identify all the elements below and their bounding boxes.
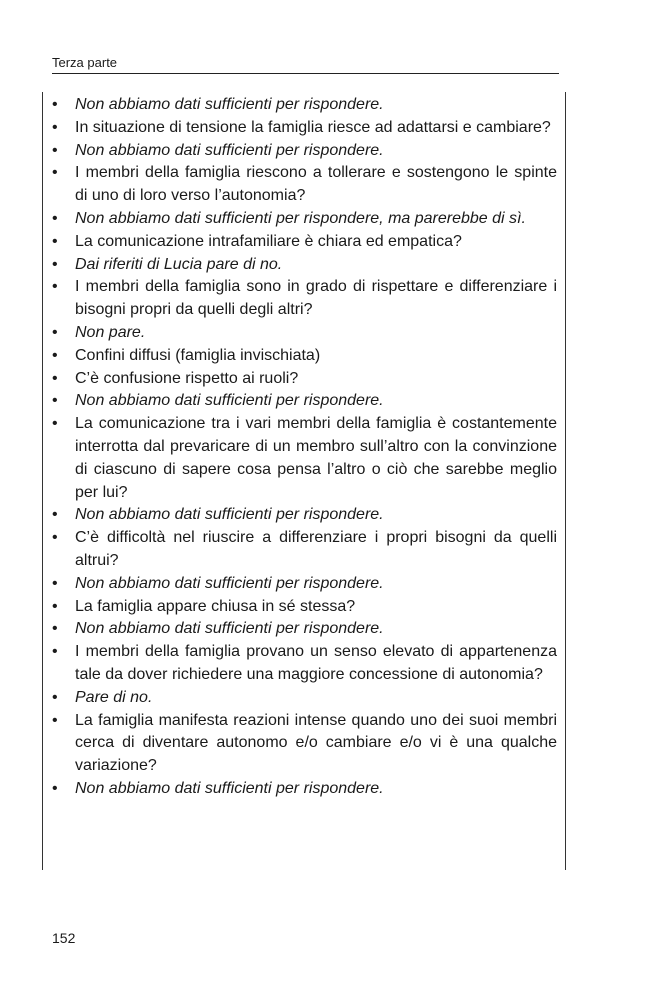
bullet-icon: • (52, 643, 58, 661)
bullet-icon: • (52, 620, 58, 638)
question-item (52, 117, 557, 140)
answer-item (52, 687, 557, 710)
answer-text: Non abbiamo dati sufficienti per rispondere. (75, 779, 384, 797)
answer-text: Non pare. (75, 323, 146, 341)
question-text: La famiglia appare chiusa in sé stessa? (75, 597, 356, 615)
question-item (52, 710, 557, 778)
bullet-icon: • (52, 323, 58, 341)
answer-text: Non abbiamo dati sufficienti per rispondere. (75, 506, 384, 524)
question-text: La comunicazione intrafamiliare è chiara ed empatica? (75, 232, 462, 250)
question-item (52, 596, 557, 619)
answer-item (52, 254, 557, 277)
question-text: C’è confusione rispetto ai ruoli? (75, 369, 299, 387)
running-header: Terza parte (52, 55, 559, 74)
bullet-icon: • (52, 346, 58, 364)
bullet-icon: • (52, 255, 58, 273)
question-text: I membri della famiglia provano un senso elevato di appartenenza tale da dover richiedere una maggiore concessione di autonomia? (75, 643, 557, 683)
question-answer-list (52, 94, 557, 801)
bullet-icon: • (52, 369, 58, 387)
question-item (52, 641, 557, 687)
bullet-icon: • (52, 529, 58, 547)
question-item (52, 276, 557, 322)
answer-text: Non abbiamo dati sufficienti per rispondere. (75, 574, 384, 592)
question-text: In situazione di tensione la famiglia riesce ad adattarsi e cambiare? (75, 118, 551, 136)
bullet-icon: • (52, 597, 58, 615)
answer-item (52, 573, 557, 596)
bullet-icon: • (52, 574, 58, 592)
bullet-icon: • (52, 392, 58, 410)
bullet-icon: • (52, 96, 58, 113)
bullet-icon: • (52, 779, 58, 797)
question-text: Confini diffusi (famiglia invischiata) (75, 346, 321, 364)
answer-item (52, 778, 557, 801)
answer-text: Non abbiamo dati sufficienti per rispondere. (75, 392, 384, 410)
question-text: C’è difficoltà nel riuscire a differenziare i propri bisogni da quelli altrui? (75, 529, 557, 569)
question-item (52, 527, 557, 573)
answer-item (52, 390, 557, 413)
question-text: I membri della famiglia riescono a tollerare e sostengono le spinte di uno di loro verso l’autonomia? (75, 164, 557, 205)
bullet-icon: • (52, 209, 58, 227)
answer-item (52, 504, 557, 527)
answer-text: Dai riferiti di Lucia pare di no. (75, 255, 283, 273)
question-item (52, 162, 557, 208)
bullet-icon: • (52, 711, 58, 729)
answer-item (52, 140, 557, 163)
answer-text: Pare di no. (75, 688, 153, 706)
bullet-icon: • (52, 164, 58, 182)
question-item (52, 345, 557, 368)
answer-item (52, 322, 557, 345)
answer-text: Non abbiamo dati sufficienti per rispondere. (75, 96, 384, 113)
bullet-icon: • (52, 415, 58, 433)
question-item (52, 413, 557, 504)
question-item (52, 231, 557, 254)
question-item (52, 368, 557, 391)
bullet-icon: • (52, 506, 58, 524)
answer-item (52, 618, 557, 641)
bullet-icon: • (52, 141, 58, 159)
answer-item (52, 94, 557, 117)
bullet-icon: • (52, 118, 58, 136)
answer-item (52, 208, 557, 231)
bullet-icon: • (52, 278, 58, 296)
answer-text: Non abbiamo dati sufficienti per rispondere, ma parerebbe di sì. (75, 209, 526, 227)
answer-text: Non abbiamo dati sufficienti per rispondere. (75, 620, 384, 638)
bullet-icon: • (52, 688, 58, 706)
question-text: La famiglia manifesta reazioni intense quando uno dei suoi membri cerca di diventare autonomo e/o cambiare e/o vi è una qualche variazione? (75, 711, 557, 775)
question-text: I membri della famiglia sono in grado di rispettare e differenziare i bisogni propri da quelli degli altri? (75, 278, 557, 319)
question-text: La comunicazione tra i vari membri della famiglia è costantemente interrotta dal prevaricare di un membro sull’altro con la convinzione di ciascuno di sapere cosa pensa l’altro o ciò che sarebbe meglio per lui? (75, 415, 557, 501)
answer-text: Non abbiamo dati sufficienti per rispondere. (75, 141, 384, 159)
bullet-icon: • (52, 232, 58, 250)
page-number: 152 (52, 930, 76, 946)
